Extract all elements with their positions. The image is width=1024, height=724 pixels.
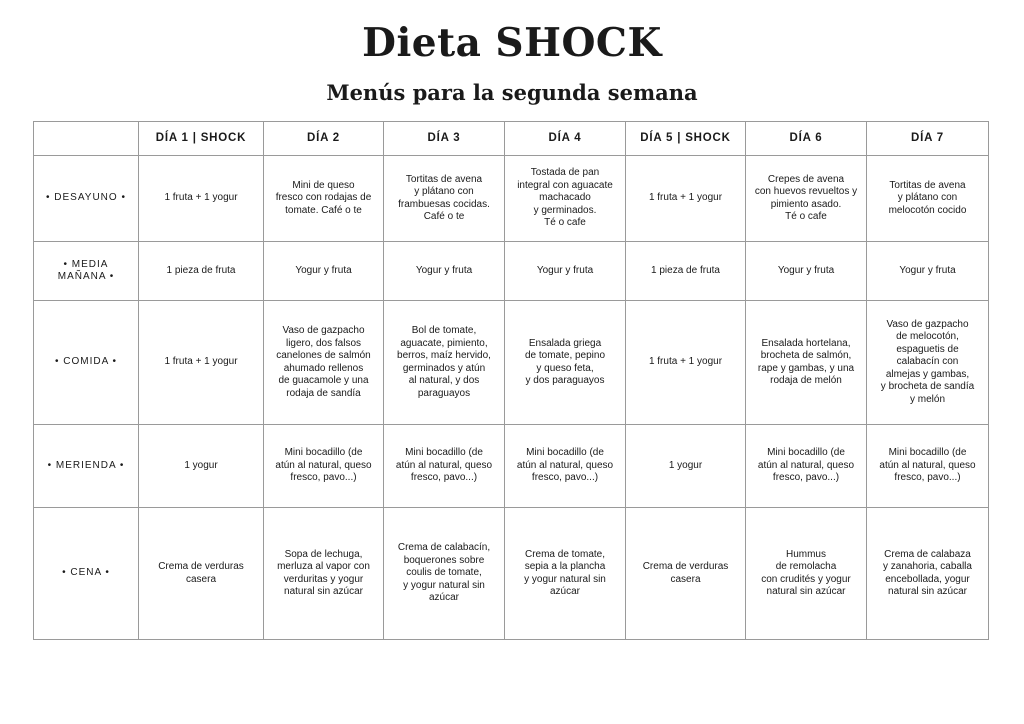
menu-cell-text: 1 fruta + 1 yogur [164, 192, 238, 204]
menu-cell-text: 1 fruta + 1 yogur [648, 192, 723, 204]
day-header-5: DÍA 5 | SHOCK [626, 122, 746, 156]
menu-cell [264, 508, 384, 640]
meal-label-text: • DESAYUNO • [46, 192, 126, 204]
meal-label [34, 508, 139, 640]
menu-cell-text: Vaso de gazpacho de melocotón, espaguetis de calabacín con almejas y gambas, y brocheta de sandía y melón [880, 318, 975, 405]
menu-cell [139, 156, 264, 242]
menu-cell-text: Yogur y fruta [536, 264, 594, 276]
meal-label-text: • MEDIA MAÑANA • [57, 258, 115, 282]
menu-cell [139, 242, 264, 301]
menu-cell-text: Crema de calabaza y zanahoria, caballa encebollada, yogur natural sin azúcar [883, 548, 972, 597]
table-row-merienda [34, 425, 989, 508]
menu-cell [384, 508, 505, 640]
menu-cell [746, 508, 867, 640]
weekly-menu-table [33, 121, 989, 640]
menu-cell [626, 508, 746, 640]
menu-cell-text: Hummus de remolacha con crudités y yogur natural sin azúcar [761, 548, 851, 597]
menu-cell-text: Mini de queso fresco con rodajas de tomate. Café o te [275, 179, 372, 216]
menu-cell [746, 425, 867, 508]
menu-cell-text: Yogur y fruta [777, 264, 835, 276]
menu-cell [626, 301, 746, 425]
menu-cell [139, 301, 264, 425]
table-row-comida [34, 301, 989, 425]
day-header-6: DÍA 6 [746, 122, 867, 156]
menu-cell [867, 301, 989, 425]
menu-cell-text: 1 yogur [668, 459, 703, 471]
header-row [34, 122, 989, 156]
page-subtitle: Menús para la segunda semana [326, 80, 698, 105]
menu-cell-text: Crema de tomate, sepia a la plancha y yogur natural sin azúcar [524, 548, 606, 597]
menu-cell-text: 1 pieza de fruta [651, 264, 720, 276]
meal-label [34, 301, 139, 425]
menu-cell-text: Mini bocadillo (de atún al natural, queso fresco, pavo...) [879, 447, 976, 484]
menu-cell-text: Crema de verduras casera [642, 561, 729, 585]
meal-label-text: • MERIENDA • [47, 459, 125, 471]
menu-cell-text: Tostada de pan integral con aguacate machacado y germinados. Té o cafe [517, 167, 613, 229]
page-title: Dieta SHOCK [362, 20, 662, 66]
meal-label [34, 156, 139, 242]
meal-label [34, 242, 139, 301]
menu-cell-text: Crema de calabacín, boquerones sobre coulis de tomate, y yogur natural sin azúcar [397, 542, 491, 604]
menu-cell [384, 156, 505, 242]
menu-cell-text: Bol de tomate, aguacate, pimiento, berros, maíz hervido, germinados y atún al natural, y dos paraguayos [397, 325, 491, 399]
menu-cell-text: 1 fruta + 1 yogur [164, 356, 238, 368]
table-row-cena [34, 508, 989, 640]
menu-cell [505, 156, 626, 242]
menu-cell-text: Tortitas de avena y plátano con melocotón cocido [888, 179, 967, 216]
day-header-1: DÍA 1 | SHOCK [139, 122, 264, 156]
menu-cell [264, 242, 384, 301]
menu-cell-text: Yogur y fruta [899, 264, 956, 276]
meal-label-text: • COMIDA • [54, 356, 117, 368]
menu-cell-text: Mini bocadillo (de atún al natural, queso fresco, pavo...) [395, 447, 493, 484]
corner-cell [34, 122, 139, 156]
menu-cell-text: 1 yogur [184, 459, 218, 471]
menu-cell [264, 301, 384, 425]
menu-cell [264, 425, 384, 508]
menu-cell-text: 1 pieza de fruta [166, 264, 236, 276]
menu-cell-text: Ensalada hortelana, brocheta de salmón, rape y gambas, y una rodaja de melón [757, 337, 855, 386]
day-header-4: DÍA 4 [505, 122, 626, 156]
menu-cell [505, 301, 626, 425]
meal-label [34, 425, 139, 508]
table-row-media-manana [34, 242, 989, 301]
day-header-3: DÍA 3 [384, 122, 505, 156]
menu-cell [139, 508, 264, 640]
menu-cell-text: Mini bocadillo (de atún al natural, queso fresco, pavo...) [516, 447, 614, 484]
menu-cell [626, 242, 746, 301]
menu-cell-text: 1 fruta + 1 yogur [648, 356, 723, 368]
menu-cell-text: Yogur y fruta [295, 264, 352, 276]
menu-cell [505, 242, 626, 301]
meal-label-text: • CENA • [62, 567, 110, 579]
menu-cell-text: Crepes de avena con huevos revueltos y pimiento asado. Té o cafe [754, 173, 858, 222]
menu-cell [867, 508, 989, 640]
day-header-2: DÍA 2 [264, 122, 384, 156]
menu-cell [867, 156, 989, 242]
menu-cell [626, 156, 746, 242]
menu-cell [626, 425, 746, 508]
menu-cell [384, 301, 505, 425]
day-header-7: DÍA 7 [867, 122, 989, 156]
menu-cell-text: Mini bocadillo (de atún al natural, queso fresco, pavo...) [757, 447, 855, 484]
menu-cell [139, 425, 264, 508]
menu-cell [505, 508, 626, 640]
menu-cell [746, 156, 867, 242]
menu-cell-text: Tortitas de avena y plátano con frambuesas cocidas. Café o te [398, 173, 490, 222]
menu-cell-text: Mini bocadillo (de atún al natural, queso fresco, pavo...) [275, 447, 372, 484]
menu-cell-text: Sopa de lechuga, merluza al vapor con verduritas y yogur natural sin azúcar [277, 548, 370, 597]
menu-cell [867, 242, 989, 301]
table-row-desayuno [34, 156, 989, 242]
menu-cell [384, 242, 505, 301]
menu-cell-text: Yogur y fruta [415, 264, 473, 276]
menu-cell [746, 242, 867, 301]
menu-cell-text: Crema de verduras casera [158, 561, 244, 585]
menu-cell [264, 156, 384, 242]
menu-cell [505, 425, 626, 508]
menu-cell [746, 301, 867, 425]
menu-cell-text: Ensalada griega de tomate, pepino y queso feta, y dos paraguayos [524, 337, 606, 386]
menu-cell [867, 425, 989, 508]
menu-cell [384, 425, 505, 508]
menu-cell-text: Vaso de gazpacho ligero, dos falsos canelones de salmón ahumado rellenos de guacamole y una rodaja de sandía [276, 325, 371, 399]
